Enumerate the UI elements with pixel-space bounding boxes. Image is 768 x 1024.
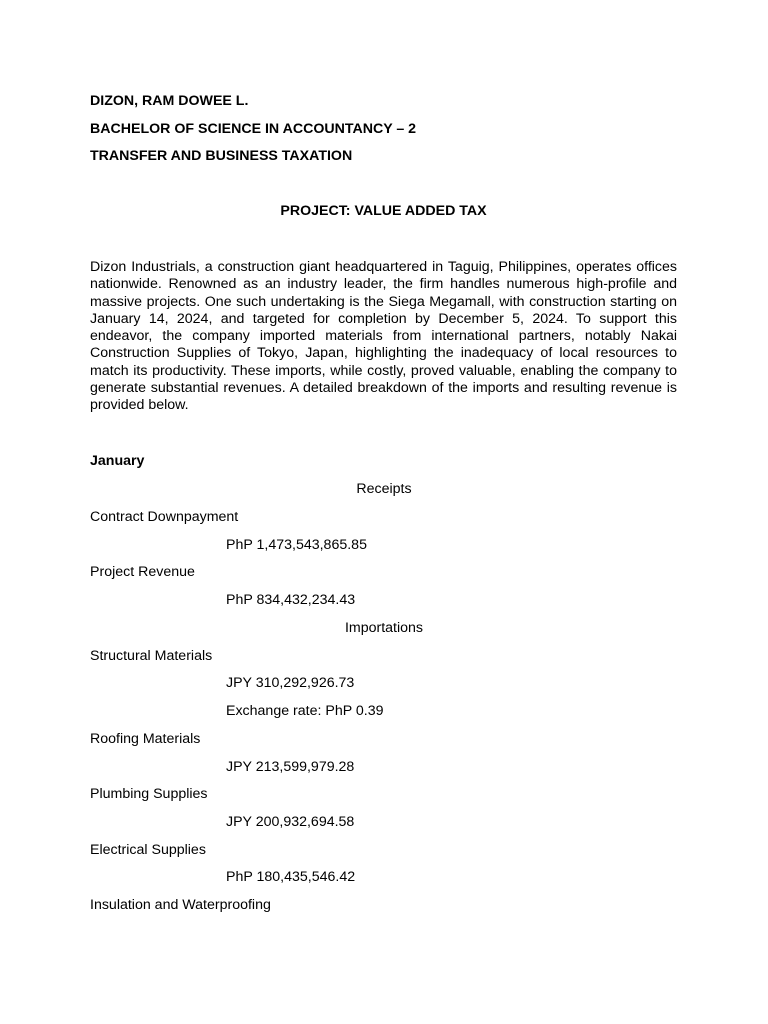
import-amount-structural: JPY 310,292,926.73	[226, 675, 355, 691]
importations-heading: Importations	[344, 620, 424, 636]
receipt-amount-contract-downpayment: PhP 1,473,543,865.85	[226, 537, 367, 553]
exchange-rate-note: Exchange rate: PhP 0.39	[226, 703, 384, 719]
import-label-plumbing: Plumbing Supplies	[90, 786, 208, 802]
course-name: TRANSFER AND BUSINESS TAXATION	[90, 148, 353, 164]
month-heading: January	[90, 453, 145, 469]
import-label-structural: Structural Materials	[90, 648, 213, 664]
receipts-heading: Receipts	[356, 481, 412, 497]
import-label-roofing: Roofing Materials	[90, 731, 201, 747]
document-title: PROJECT: VALUE ADDED TAX	[280, 203, 487, 219]
import-amount-electrical: PhP 180,435,546.42	[226, 869, 356, 885]
import-label-electrical: Electrical Supplies	[90, 842, 206, 858]
import-amount-plumbing: JPY 200,932,694.58	[226, 814, 355, 830]
receipt-label-contract-downpayment: Contract Downpayment	[90, 509, 239, 525]
program-name: BACHELOR OF SCIENCE IN ACCOUNTANCY – 2	[90, 121, 417, 137]
student-name: DIZON, RAM DOWEE L.	[90, 93, 249, 109]
import-label-insulation: Insulation and Waterproofing	[90, 897, 271, 913]
receipt-label-project-revenue: Project Revenue	[90, 564, 195, 580]
intro-paragraph: Dizon Industrials, a construction giant headquartered in Taguig, Philippines, operates offices nationwide. Renowned as an industry leader, the firm handles numerous high-profile and massive projects. One such undertaking is the Siega Megamall, with construction starting on January 14, 2024, and targeted for completion by December 5, 2024. To support this endeavor, the company imported materials from international partners, notably Nakai Construction Supplies of Tokyo, Japan, highlighting the inadequacy of local resources to match its productivity. These imports, while costly, proved valuable, enabling the company to generate substantial revenues. A detailed breakdown of the imports and resulting revenue is provided below.	[90, 259, 677, 414]
receipt-amount-project-revenue: PhP 834,432,234.43	[226, 592, 356, 608]
import-amount-roofing: JPY 213,599,979.28	[226, 759, 355, 775]
